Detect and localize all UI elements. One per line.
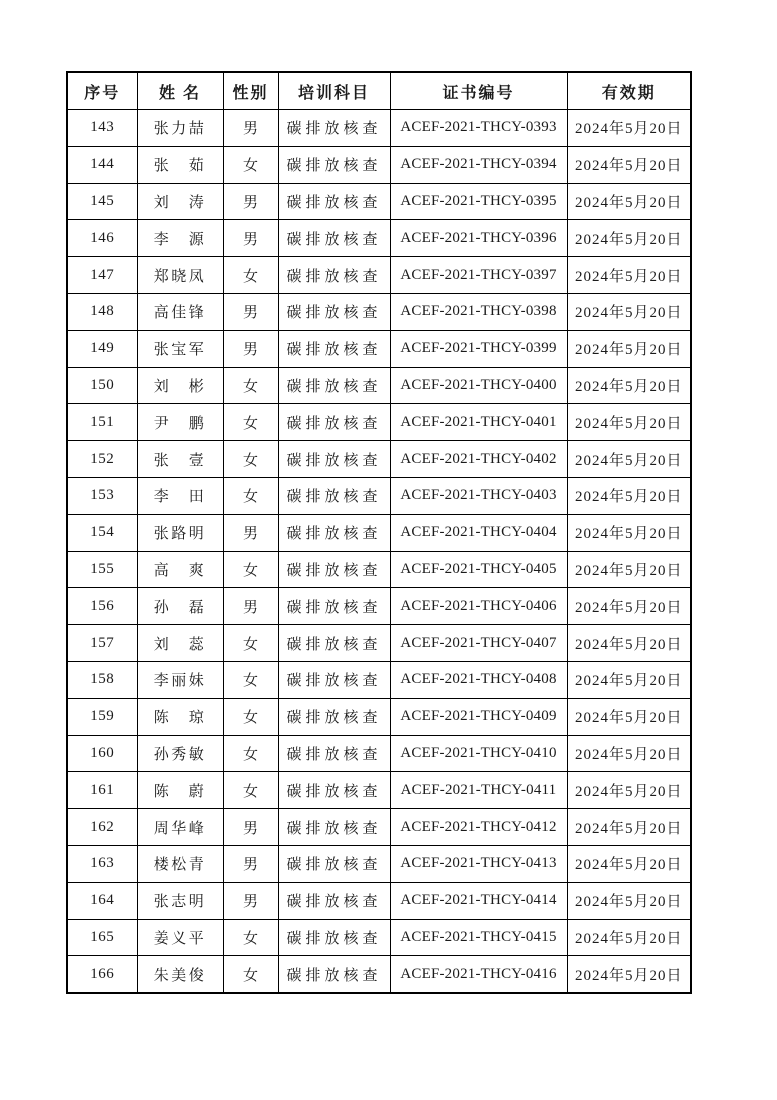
table-row [67,919,691,956]
cell-validity-period: 2024年5月20日 [567,625,691,662]
cell-serial-number: 148 [67,293,137,330]
cell-name: 姜义平 [137,919,223,956]
table-row [67,293,691,330]
cell-validity-period: 2024年5月20日 [567,661,691,698]
table-row [67,110,691,147]
cell-certificate-number: ACEF-2021-THCY-0398 [390,293,567,330]
table-row [67,514,691,551]
cell-certificate-number: ACEF-2021-THCY-0396 [390,220,567,257]
cell-certificate-number: ACEF-2021-THCY-0402 [390,441,567,478]
cell-name: 张路明 [137,514,223,551]
cell-name: 高佳锋 [137,293,223,330]
cell-serial-number: 158 [67,661,137,698]
cell-gender: 女 [223,661,278,698]
cell-certificate-number: ACEF-2021-THCY-0393 [390,110,567,147]
cell-validity-period: 2024年5月20日 [567,441,691,478]
table-row [67,367,691,404]
cell-gender: 男 [223,330,278,367]
table-row [67,956,691,993]
cell-gender: 男 [223,183,278,220]
cell-serial-number: 160 [67,735,137,772]
cell-gender: 男 [223,110,278,147]
cell-validity-period: 2024年5月20日 [567,551,691,588]
cell-training-subject: 碳排放核查 [278,588,390,625]
cell-certificate-number: ACEF-2021-THCY-0413 [390,845,567,882]
cell-serial-number: 147 [67,257,137,294]
cell-certificate-number: ACEF-2021-THCY-0415 [390,919,567,956]
cell-training-subject: 碳排放核查 [278,146,390,183]
cell-validity-period: 2024年5月20日 [567,146,691,183]
cell-certificate-number: ACEF-2021-THCY-0410 [390,735,567,772]
header-row [67,72,691,110]
cell-serial-number: 163 [67,845,137,882]
cell-serial-number: 159 [67,698,137,735]
cell-serial-number: 149 [67,330,137,367]
cell-validity-period: 2024年5月20日 [567,514,691,551]
cell-gender: 女 [223,367,278,404]
table-row [67,441,691,478]
cell-serial-number: 157 [67,625,137,662]
table-header [67,72,691,110]
cell-validity-period: 2024年5月20日 [567,698,691,735]
cell-training-subject: 碳排放核查 [278,220,390,257]
cell-name: 朱美俊 [137,956,223,993]
certificate-table [66,71,692,994]
cell-training-subject: 碳排放核查 [278,514,390,551]
cell-gender: 女 [223,551,278,588]
cell-training-subject: 碳排放核查 [278,477,390,514]
col-header-training-subject: 培训科目 [278,72,390,110]
cell-gender: 男 [223,845,278,882]
cell-serial-number: 152 [67,441,137,478]
cell-serial-number: 146 [67,220,137,257]
cell-serial-number: 166 [67,956,137,993]
cell-gender: 女 [223,772,278,809]
cell-serial-number: 143 [67,110,137,147]
cell-certificate-number: ACEF-2021-THCY-0399 [390,330,567,367]
cell-certificate-number: ACEF-2021-THCY-0395 [390,183,567,220]
col-header-serial-number: 序号 [67,72,137,110]
col-header-certificate-number: 证书编号 [390,72,567,110]
cell-serial-number: 156 [67,588,137,625]
cell-serial-number: 165 [67,919,137,956]
cell-gender: 男 [223,588,278,625]
cell-serial-number: 154 [67,514,137,551]
cell-gender: 女 [223,698,278,735]
cell-certificate-number: ACEF-2021-THCY-0394 [390,146,567,183]
cell-validity-period: 2024年5月20日 [567,956,691,993]
cell-name: 陈 蔚 [137,772,223,809]
cell-serial-number: 161 [67,772,137,809]
table-row [67,625,691,662]
cell-name: 李 源 [137,220,223,257]
cell-name: 张 壹 [137,441,223,478]
cell-name: 李 田 [137,477,223,514]
table-row [67,477,691,514]
table-row [67,735,691,772]
table-row [67,183,691,220]
cell-gender: 女 [223,257,278,294]
cell-serial-number: 145 [67,183,137,220]
cell-validity-period: 2024年5月20日 [567,257,691,294]
cell-name: 李丽妹 [137,661,223,698]
cell-name: 刘 蕊 [137,625,223,662]
cell-training-subject: 碳排放核查 [278,257,390,294]
cell-training-subject: 碳排放核查 [278,404,390,441]
cell-validity-period: 2024年5月20日 [567,183,691,220]
cell-certificate-number: ACEF-2021-THCY-0409 [390,698,567,735]
cell-training-subject: 碳排放核查 [278,956,390,993]
cell-gender: 男 [223,220,278,257]
cell-name: 孙 磊 [137,588,223,625]
cell-training-subject: 碳排放核查 [278,845,390,882]
cell-training-subject: 碳排放核查 [278,809,390,846]
cell-certificate-number: ACEF-2021-THCY-0404 [390,514,567,551]
cell-validity-period: 2024年5月20日 [567,110,691,147]
cell-gender: 女 [223,956,278,993]
table-row [67,588,691,625]
cell-training-subject: 碳排放核查 [278,772,390,809]
cell-certificate-number: ACEF-2021-THCY-0406 [390,588,567,625]
cell-validity-period: 2024年5月20日 [567,477,691,514]
col-header-validity-period: 有效期 [567,72,691,110]
cell-training-subject: 碳排放核查 [278,183,390,220]
cell-training-subject: 碳排放核查 [278,293,390,330]
cell-training-subject: 碳排放核查 [278,882,390,919]
table-row [67,146,691,183]
cell-name: 张 茹 [137,146,223,183]
cell-serial-number: 151 [67,404,137,441]
cell-certificate-number: ACEF-2021-THCY-0403 [390,477,567,514]
cell-gender: 男 [223,809,278,846]
col-header-gender: 性别 [223,72,278,110]
cell-training-subject: 碳排放核查 [278,698,390,735]
cell-serial-number: 144 [67,146,137,183]
cell-certificate-number: ACEF-2021-THCY-0400 [390,367,567,404]
cell-name: 孙秀敏 [137,735,223,772]
table-row [67,845,691,882]
cell-gender: 女 [223,625,278,662]
cell-name: 楼松青 [137,845,223,882]
cell-training-subject: 碳排放核查 [278,441,390,478]
cell-serial-number: 155 [67,551,137,588]
cell-gender: 女 [223,735,278,772]
cell-validity-period: 2024年5月20日 [567,220,691,257]
table-body [67,110,691,994]
cell-validity-period: 2024年5月20日 [567,772,691,809]
cell-training-subject: 碳排放核查 [278,735,390,772]
cell-validity-period: 2024年5月20日 [567,588,691,625]
cell-training-subject: 碳排放核查 [278,330,390,367]
table-row [67,220,691,257]
cell-training-subject: 碳排放核查 [278,625,390,662]
cell-serial-number: 153 [67,477,137,514]
cell-validity-period: 2024年5月20日 [567,882,691,919]
cell-validity-period: 2024年5月20日 [567,367,691,404]
cell-certificate-number: ACEF-2021-THCY-0397 [390,257,567,294]
cell-validity-period: 2024年5月20日 [567,293,691,330]
cell-gender: 男 [223,293,278,330]
table-row [67,809,691,846]
table-row [67,330,691,367]
cell-gender: 女 [223,441,278,478]
table-row [67,257,691,294]
table-row [67,404,691,441]
cell-gender: 男 [223,882,278,919]
cell-gender: 男 [223,514,278,551]
cell-training-subject: 碳排放核查 [278,661,390,698]
table-row [67,772,691,809]
cell-name: 周华峰 [137,809,223,846]
cell-training-subject: 碳排放核查 [278,367,390,404]
cell-validity-period: 2024年5月20日 [567,330,691,367]
table-row [67,661,691,698]
cell-certificate-number: ACEF-2021-THCY-0408 [390,661,567,698]
cell-name: 张力喆 [137,110,223,147]
cell-training-subject: 碳排放核查 [278,919,390,956]
cell-name: 郑晓凤 [137,257,223,294]
table-row [67,698,691,735]
cell-name: 陈 琼 [137,698,223,735]
cell-validity-period: 2024年5月20日 [567,919,691,956]
cell-training-subject: 碳排放核查 [278,110,390,147]
cell-validity-period: 2024年5月20日 [567,404,691,441]
cell-certificate-number: ACEF-2021-THCY-0412 [390,809,567,846]
cell-serial-number: 150 [67,367,137,404]
cell-name: 尹 鹏 [137,404,223,441]
cell-name: 高 爽 [137,551,223,588]
cell-certificate-number: ACEF-2021-THCY-0411 [390,772,567,809]
cell-name: 张宝军 [137,330,223,367]
cell-gender: 女 [223,477,278,514]
cell-gender: 女 [223,146,278,183]
cell-validity-period: 2024年5月20日 [567,735,691,772]
table-row [67,551,691,588]
cell-certificate-number: ACEF-2021-THCY-0414 [390,882,567,919]
cell-training-subject: 碳排放核查 [278,551,390,588]
cell-gender: 女 [223,404,278,441]
cell-validity-period: 2024年5月20日 [567,809,691,846]
cell-validity-period: 2024年5月20日 [567,845,691,882]
cell-gender: 女 [223,919,278,956]
cell-certificate-number: ACEF-2021-THCY-0405 [390,551,567,588]
table-row [67,882,691,919]
cell-certificate-number: ACEF-2021-THCY-0401 [390,404,567,441]
cell-name: 张志明 [137,882,223,919]
cell-certificate-number: ACEF-2021-THCY-0416 [390,956,567,993]
col-header-name: 姓 名 [137,72,223,110]
cell-serial-number: 164 [67,882,137,919]
cell-certificate-number: ACEF-2021-THCY-0407 [390,625,567,662]
cell-name: 刘 涛 [137,183,223,220]
cell-serial-number: 162 [67,809,137,846]
cell-name: 刘 彬 [137,367,223,404]
